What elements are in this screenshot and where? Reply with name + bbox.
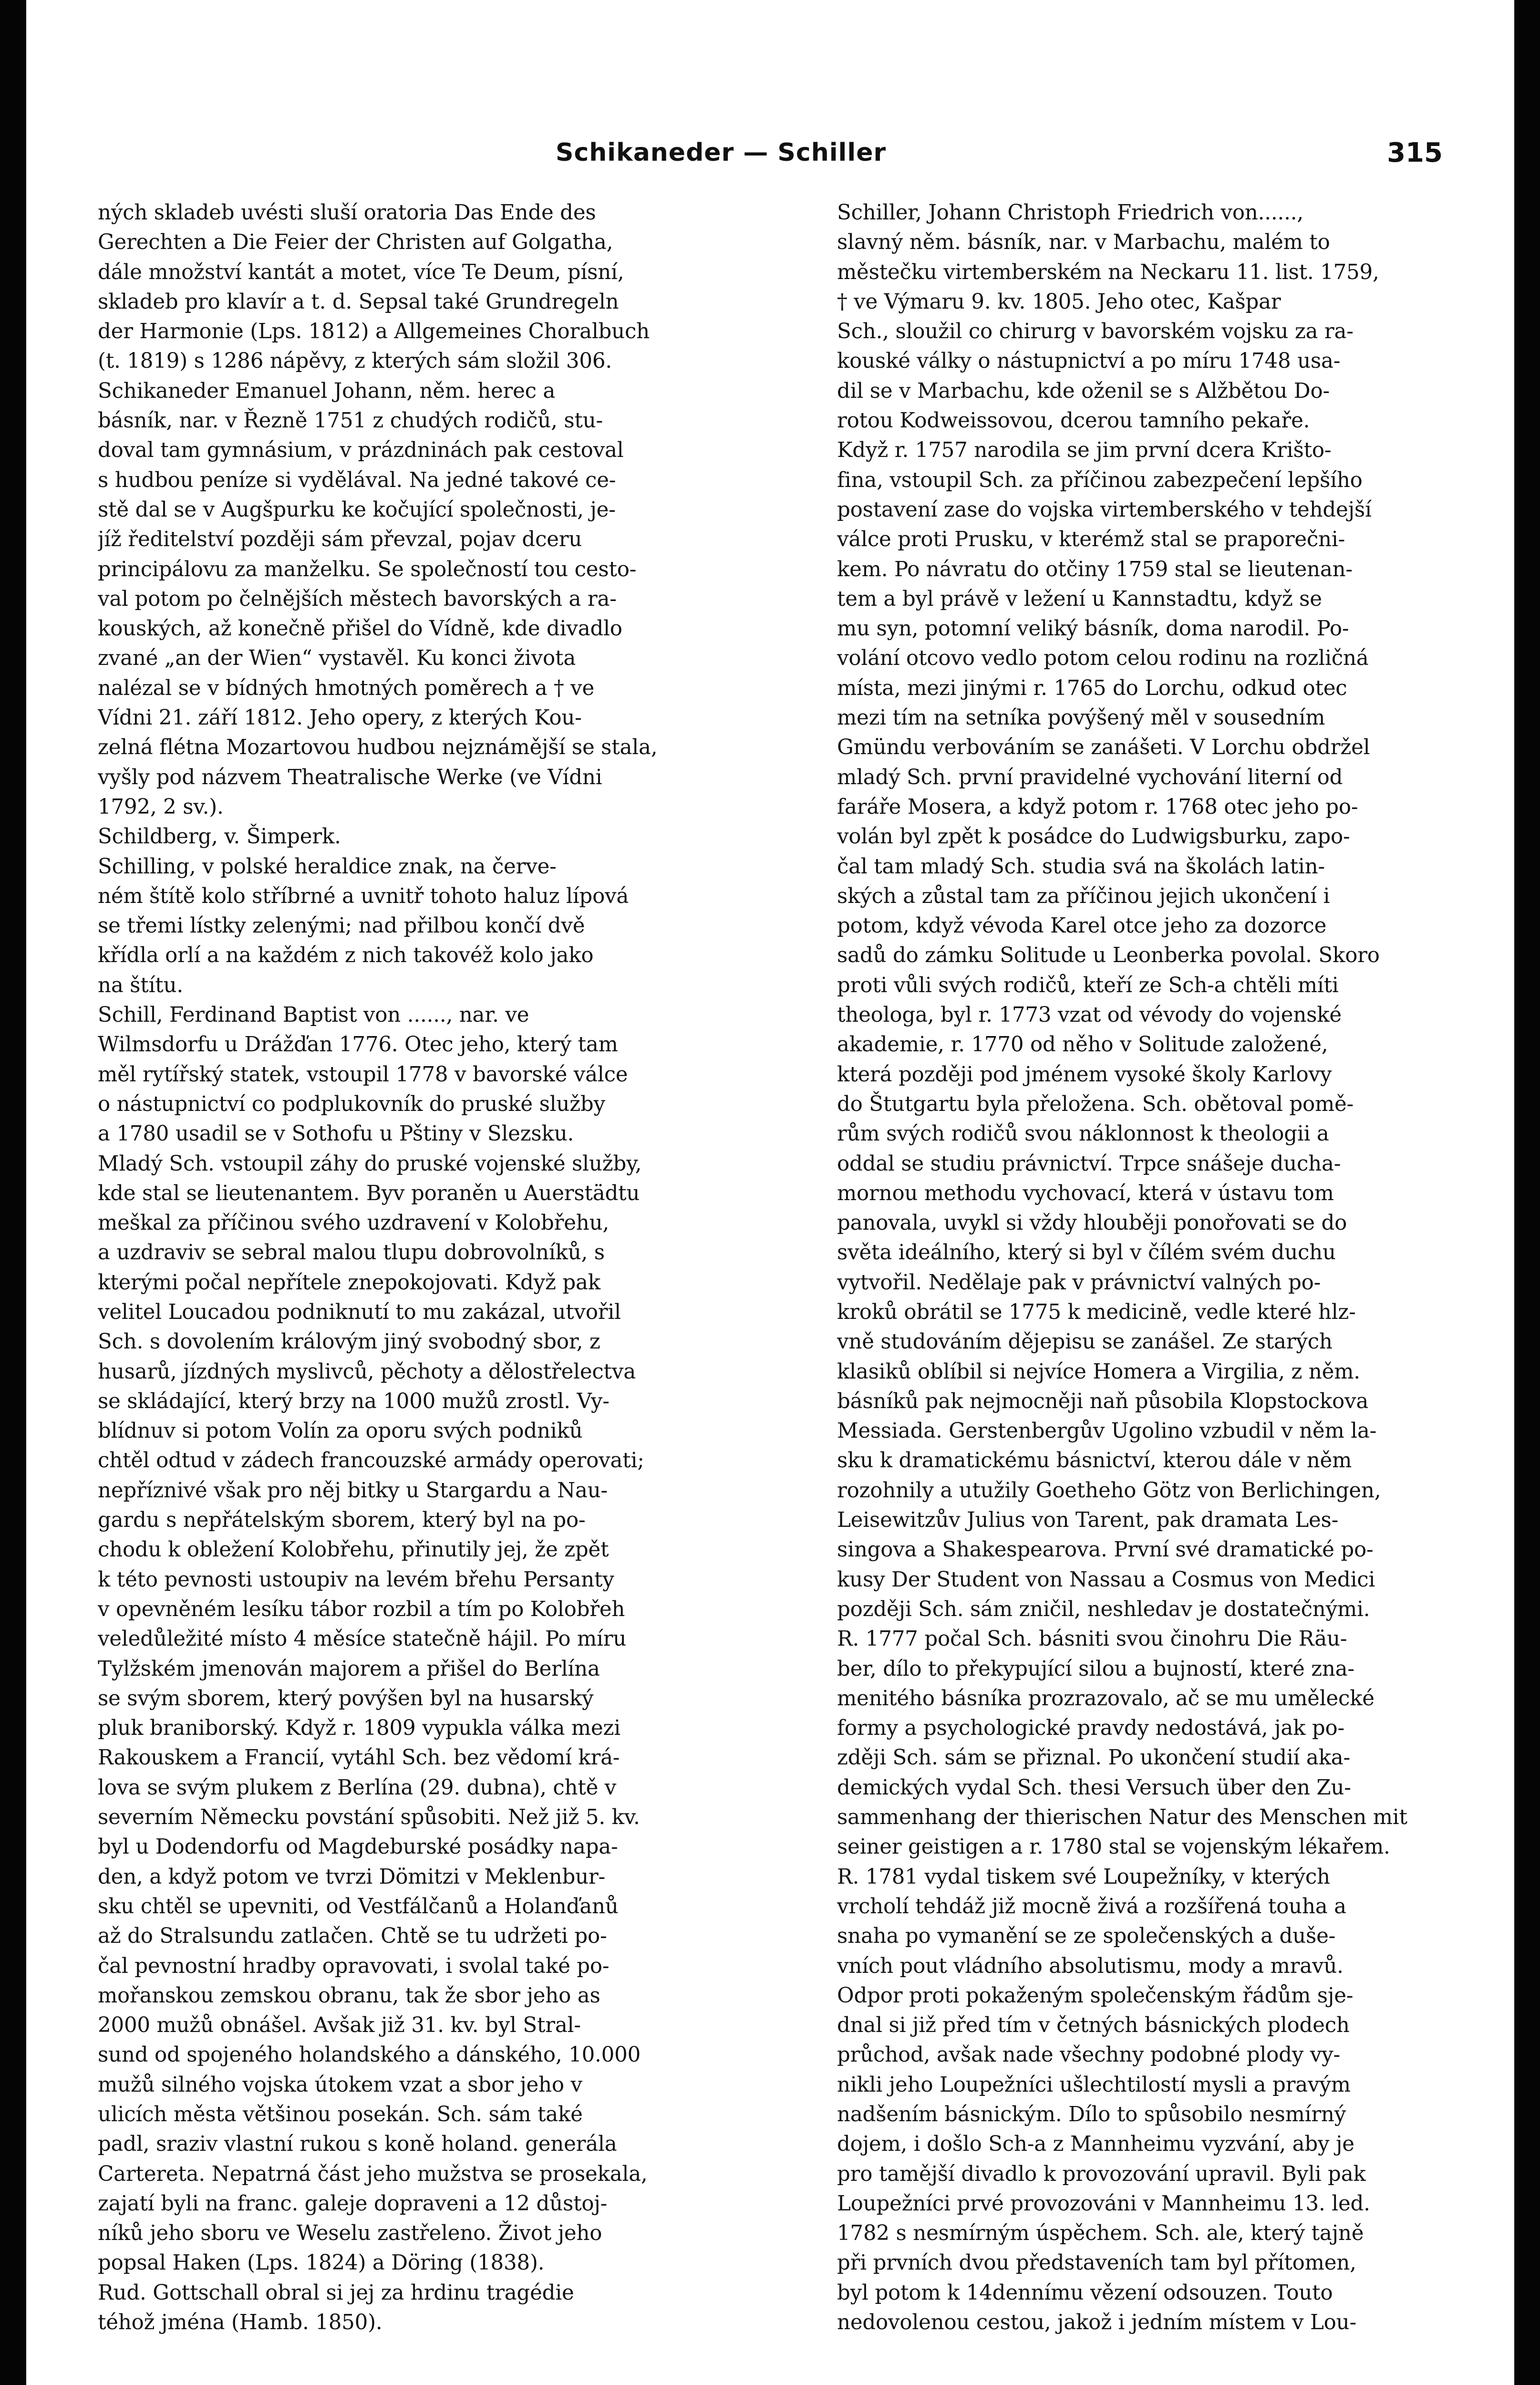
text-line: čal pevnostní hradby opravovati, i svolal také po- bbox=[98, 1954, 610, 1978]
text-line: při prvních dvou představeních tam byl přítomen, bbox=[837, 2251, 1356, 2275]
text-line: mu syn, potomní veliký básník, doma narodil. Po- bbox=[837, 617, 1349, 641]
text-line: nikli jeho Loupežníci ušlechtilostí mysli a pravým bbox=[837, 2073, 1351, 2097]
text-line: zelná flétna Mozartovou hudbou nejznámější se stala, bbox=[98, 736, 658, 760]
text-line: veledůležité místo 4 měsíce statečně hájil. Po míru bbox=[98, 1627, 627, 1651]
text-line: byl potom k 14dennímu vězení odsouzen. Touto bbox=[837, 2281, 1333, 2305]
text-line: volán byl zpět k posádce do Ludwigsburku, zapo- bbox=[837, 825, 1350, 849]
text-line: vně studováním dějepisu se zanášel. Ze starých bbox=[837, 1330, 1333, 1354]
text-line: ských a zůstal tam za příčinou jejich ukončení i bbox=[837, 884, 1330, 908]
text-line: dil se v Marbachu, kde oženil se s Alžbětou Do- bbox=[837, 379, 1330, 403]
text-line: s hudbou peníze si vydělával. Na jedné takové ce- bbox=[98, 468, 616, 492]
text-line: mořanskou zemskou obranu, tak že sbor jeho as bbox=[98, 1983, 600, 2008]
text-line: ber, dílo to překypující silou a bujností, které zna- bbox=[837, 1657, 1354, 1681]
text-line: Gerechten a Die Feier der Christen auf Golgatha, bbox=[98, 230, 613, 255]
text-line: která později pod jménem vysoké školy Karlovy bbox=[837, 1062, 1332, 1087]
text-line: kouské války o nástupnictví a po míru 1748 usa- bbox=[837, 349, 1341, 373]
text-line: zději Sch. sám se přiznal. Po ukončení studií aka- bbox=[837, 1746, 1350, 1770]
text-line: Vídni 21. září 1812. Jeho opery, z kterých Kou- bbox=[98, 706, 582, 730]
text-line: volání otcovo vedlo potom celou rodinu na rozličná bbox=[837, 646, 1369, 671]
text-line: chodu k obležení Kolobřehu, přinutily jej, že zpět bbox=[98, 1538, 609, 1562]
text-line: místa, mezi jinými r. 1765 do Lorchu, odkud otec bbox=[837, 676, 1347, 700]
text-line: proti vůli svých rodičů, kteří ze Sch-a chtěli míti bbox=[837, 973, 1339, 997]
text-line: Messiada. Gerstenbergův Ugolino vzbudil v něm la- bbox=[837, 1419, 1377, 1443]
text-line: na štítu. bbox=[98, 973, 184, 997]
text-line: doval tam gymnásium, v prázdninách pak cestoval bbox=[98, 438, 624, 463]
text-line: Wilmsdorfu u Drážďan 1776. Otec jeho, který tam bbox=[98, 1033, 618, 1057]
text-line: klasiků oblíbil si nejvíce Homera a Virgilia, z něm. bbox=[837, 1359, 1360, 1384]
text-line: Leisewitzův Julius von Tarent, pak dramata Les- bbox=[837, 1508, 1339, 1533]
text-line: Gmündu verbováním se zanášeti. V Lorchu obdržel bbox=[837, 736, 1370, 760]
text-line: o nástupnictví co podplukovník do pruské služby bbox=[98, 1092, 605, 1116]
text-line: kouských, až konečně přišel do Vídně, kde divadlo bbox=[98, 617, 622, 641]
text-line: lova se svým plukem z Berlína (29. dubna), chtě v bbox=[98, 1775, 617, 1800]
text-line: chtěl odtud v zádech francouzské armády operovati; bbox=[98, 1449, 644, 1473]
text-line: val potom po čelnějších městech bavorských a ra- bbox=[98, 587, 617, 611]
text-line: vních pout vládního absolutismu, mody a mravů. bbox=[837, 1954, 1344, 1978]
text-line: zvané „an der Wien“ vystavěl. Ku konci života bbox=[98, 646, 576, 671]
text-line: theologa, byl r. 1773 vzat od vévody do vojenské bbox=[837, 1003, 1342, 1027]
text-line: Schilling, v polské heraldice znak, na červe- bbox=[98, 854, 557, 879]
text-line: v opevněném lesíku tábor rozbil a tím po Kolobřeh bbox=[98, 1597, 625, 1621]
text-line: padl, sraziv vlastní rukou s koně holand. generála bbox=[98, 2132, 617, 2157]
text-line: (t. 1819) s 1286 nápěvy, z kterých sám složil 306. bbox=[98, 349, 612, 373]
text-line: téhož jména (Hamb. 1850). bbox=[98, 2311, 382, 2335]
text-line: později Sch. sám zničil, neshledav je dostatečnými. bbox=[837, 1597, 1370, 1621]
text-line: der Harmonie (Lps. 1812) a Allgemeines Choralbuch bbox=[98, 320, 650, 344]
text-line: se svým sborem, který povýšen byl na husarský bbox=[98, 1686, 594, 1711]
text-line: sku k dramatickému básnictví, kterou dále v něm bbox=[837, 1449, 1352, 1473]
text-line: pluk braniborský. Když r. 1809 vypukla válka mezi bbox=[98, 1716, 620, 1741]
text-line: a uzdraviv se sebral malou tlupu dobrovolníků, s bbox=[98, 1241, 605, 1265]
text-line: kde stal se lieutenantem. Byv poraněn u Auerstädtu bbox=[98, 1181, 640, 1205]
text-line: městečku virtemberském na Neckaru 11. list. 1759, bbox=[837, 260, 1379, 284]
text-line: kroků obrátil se 1775 k medicině, vedle které hlz- bbox=[837, 1300, 1356, 1324]
text-line: ulicích města většinou posekán. Sch. sám také bbox=[98, 2103, 583, 2126]
text-line: seiner geistigen a r. 1780 stal se vojenským lékařem. bbox=[837, 1835, 1390, 1859]
text-line: potom, když vévoda Karel otce jeho za dozorce bbox=[837, 914, 1327, 938]
text-line: sammenhang der thierischen Natur des Menschen mit bbox=[837, 1805, 1407, 1830]
text-line: dojem, i došlo Sch-a z Mannheimu vyzvání, aby je bbox=[837, 2132, 1354, 2157]
text-line: kem. Po návratu do otčiny 1759 stal se lieutenan- bbox=[837, 557, 1353, 581]
text-line: Rud. Gottschall obral si jej za hrdinu tragédie bbox=[98, 2281, 574, 2305]
text-line: slavný něm. básník, nar. v Marbachu, malém to bbox=[837, 230, 1330, 255]
text-line: válce proti Prusku, v kterémž stal se praporečni- bbox=[837, 528, 1345, 552]
text-line: Mladý Sch. vstoupil záhy do pruské vojenské služby, bbox=[98, 1151, 642, 1176]
text-line: Schikaneder Emanuel Johann, něm. herec a bbox=[98, 379, 556, 403]
text-line: nepříznivé však pro něj bitky u Stargardu a Nau- bbox=[98, 1478, 608, 1503]
text-line: světa ideálního, který si byl v čílém svém duchu bbox=[837, 1241, 1336, 1265]
text-line: vrcholí tehdáž již mocně živá a rozšířená touha a bbox=[837, 1894, 1346, 1918]
text-line: sadů do zámku Solitude u Leonberka povolal. Skoro bbox=[837, 944, 1380, 968]
text-line: kusy Der Student von Nassau a Cosmus von Medici bbox=[837, 1567, 1375, 1592]
text-line: rozohnily a utužily Goetheho Götz von Berlichingen, bbox=[837, 1478, 1381, 1503]
text-line: mornou methodu vychovací, která v ústavu tom bbox=[837, 1181, 1334, 1205]
text-line: den, a když potom ve tvrzi Dömitzi v Meklenbur- bbox=[98, 1865, 606, 1889]
text-line: měl rytířský statek, vstoupil 1778 v bavorské válce bbox=[98, 1062, 628, 1087]
page-number: 315 bbox=[1387, 137, 1443, 168]
left-column bbox=[98, 198, 785, 2337]
text-line: akademie, r. 1770 od něho v Solitude založené, bbox=[837, 1033, 1328, 1057]
text-line: rotou Kodweissovou, dcerou tamního pekaře. bbox=[837, 409, 1310, 433]
text-line: byl u Dodendorfu od Magdeburské posádky napa- bbox=[98, 1835, 618, 1859]
text-line: 1792, 2 sv.). bbox=[98, 795, 224, 819]
text-line: dále množství kantát a motet, více Te Deum, písní, bbox=[98, 260, 624, 284]
text-line: husarů, jízdných myslivců, pěchoty a dělostřelectva bbox=[98, 1359, 636, 1384]
text-line: mužů silného vojska útokem vzat a sbor jeho v bbox=[98, 2073, 582, 2097]
text-line: gardu s nepřátelským sborem, který byl na po- bbox=[98, 1508, 586, 1533]
text-line: básník, nar. v Řezně 1751 z chudých rodičů, stu- bbox=[98, 409, 603, 433]
text-line: Loupežníci prvé provozováni v Mannheimu 13. led. bbox=[837, 2191, 1370, 2216]
text-line: vytvořil. Nedělaje pak v právnictví valných po- bbox=[837, 1270, 1321, 1295]
text-line: ných skladeb uvésti sluší oratoria Das Ende des bbox=[98, 201, 596, 225]
text-line: níků jeho sboru ve Weselu zastřeleno. Život jeho bbox=[98, 2221, 602, 2246]
text-line: průchod, avšak nade všechny podobné plody vy- bbox=[837, 2043, 1341, 2067]
text-line: dnal si již před tím v četných básnických plodech bbox=[837, 2013, 1350, 2038]
text-line: snaha po vymanění se ze společenských a duše- bbox=[837, 1924, 1336, 1949]
text-line: Sch. s dovolením královým jiný svobodný sbor, z bbox=[98, 1330, 600, 1354]
text-line: postavení zase do vojska virtemberského v tehdejší bbox=[837, 498, 1372, 522]
scan-border-right bbox=[1514, 0, 1540, 2385]
text-line: čal tam mladý Sch. studia svá na školách latin- bbox=[837, 854, 1325, 879]
text-line: Odpor proti pokaženým společenským řádům sje- bbox=[837, 1983, 1354, 2008]
text-line: † ve Výmaru 9. kv. 1805. Jeho otec, Kašpar bbox=[837, 290, 1281, 314]
book-page bbox=[26, 0, 1514, 2385]
scan-border-left bbox=[0, 0, 26, 2385]
text-line: Tylžském jmenován majorem a přišel do Berlína bbox=[98, 1657, 600, 1681]
text-line: popsal Haken (Lps. 1824) a Döring (1838). bbox=[98, 2251, 545, 2275]
text-line: Když r. 1757 narodila se jim první dcera Krišto- bbox=[837, 438, 1332, 463]
text-line: Schill, Ferdinand Baptist von ......, nar. ve bbox=[98, 1003, 529, 1027]
text-line: zajatí byli na franc. galeje dopraveni a 12 důstoj- bbox=[98, 2191, 608, 2216]
text-line: faráře Mosera, a když potom r. 1768 otec jeho po- bbox=[837, 795, 1358, 819]
text-line: severním Německu povstání spůsobiti. Než již 5. kv. bbox=[98, 1805, 640, 1830]
text-line: až do Stralsundu zatlačen. Chtě se tu udržeti po- bbox=[98, 1924, 607, 1949]
text-line: rům svých rodičů svou náklonnost k theologii a bbox=[837, 1122, 1329, 1146]
text-line: menitého básníka prozrazovalo, ač se mu umělecké bbox=[837, 1686, 1375, 1711]
text-line: singova a Shakespearova. První své dramatické po- bbox=[837, 1538, 1374, 1562]
text-line: nalézal se v bídných hmotných poměrech a † ve bbox=[98, 676, 595, 700]
text-line: mladý Sch. první pravidelné vychování literní od bbox=[837, 765, 1343, 789]
text-line: básníků pak nejmocněji naň působila Klopstockova bbox=[837, 1389, 1369, 1413]
text-line: a 1780 usadil se v Sothofu u Pštiny v Slezsku. bbox=[98, 1122, 574, 1146]
text-line: Schiller, Johann Christoph Friedrich von......, bbox=[837, 201, 1304, 225]
text-line: vyšly pod názvem Theatralische Werke (ve Vídni bbox=[98, 765, 602, 789]
text-line: se třemi lístky zelenými; nad přilbou končí dvě bbox=[98, 914, 585, 938]
text-line: křídla orlí a na každém z nich takovéž kolo jako bbox=[98, 944, 594, 968]
text-line: sund od spojeného holandského a dánského, 10.000 bbox=[98, 2043, 641, 2067]
text-line: se skládající, který brzy na 1000 mužů zrostl. Vy- bbox=[98, 1389, 610, 1413]
text-line: k této pevnosti ustoupiv na levém břehu Persanty bbox=[98, 1567, 614, 1592]
text-line: fina, vstoupil Sch. za příčinou zabezpečení lepšího bbox=[837, 468, 1363, 492]
text-line: formy a psychologické pravdy nedostává, jak po- bbox=[837, 1716, 1344, 1741]
text-line: 2000 mužů obnášel. Avšak již 31. kv. byl Stral- bbox=[98, 2013, 581, 2038]
text-line: panovala, uvykl si vždy hlouběji ponořovati se do bbox=[837, 1211, 1347, 1235]
text-line: nadšením básnickým. Dílo to spůsobilo nesmírný bbox=[837, 2103, 1346, 2126]
right-column bbox=[837, 198, 1519, 2337]
text-line: meškal za příčinou svého uzdravení v Kolobřehu, bbox=[98, 1211, 610, 1235]
text-line: stě dal se v Augšpurku ke kočující společnosti, je- bbox=[98, 498, 616, 522]
text-line: kterými počal nepřítele znepokojovati. Když pak bbox=[98, 1270, 600, 1295]
text-line: R. 1781 vydal tiskem své Loupežníky, v kterých bbox=[837, 1865, 1330, 1889]
text-line: do Štutgartu byla přeložena. Sch. obětoval pomě- bbox=[837, 1092, 1354, 1116]
text-line: nedovolenou cestou, jakož i jedním místem v Lou- bbox=[837, 2311, 1356, 2335]
text-line: tem a byl právě v ležení u Kannstadtu, když se bbox=[837, 587, 1322, 611]
text-line: principálovu za manželku. Se společností tou cesto- bbox=[98, 557, 637, 581]
text-line: pro tamější divadlo k provozování upravil. Byli pak bbox=[837, 2162, 1366, 2186]
text-line: ném štítě kolo stříbrné a uvnitř tohoto haluz lípová bbox=[98, 884, 629, 908]
text-line: mezi tím na setníka povýšený měl v sousedním bbox=[837, 706, 1325, 730]
text-line: demických vydal Sch. thesi Versuch über den Zu- bbox=[837, 1775, 1351, 1800]
text-line: oddal se studiu právnictví. Trpce snášeje ducha- bbox=[837, 1151, 1341, 1176]
text-line: 1782 s nesmírným úspěchem. Sch. ale, který tajně bbox=[837, 2221, 1364, 2246]
text-line: R. 1777 počal Sch. básniti svou činohru Die Räu- bbox=[837, 1627, 1347, 1651]
text-line: skladeb pro klavír a t. d. Sepsal také Grundregeln bbox=[98, 290, 619, 314]
text-line: Rakouskem a Francií, vytáhl Sch. bez vědomí krá- bbox=[98, 1746, 620, 1770]
text-line: Schildberg, v. Šimperk. bbox=[98, 825, 341, 849]
text-line: Sch., sloužil co chirurg v bavorském vojsku za ra- bbox=[837, 320, 1354, 344]
running-head: Schikaneder — Schiller bbox=[556, 138, 887, 167]
text-line: Cartereta. Nepatrná část jeho mužstva se prosekala, bbox=[98, 2162, 648, 2186]
text-line: jíž ředitelství později sám převzal, pojav dceru bbox=[98, 528, 582, 552]
text-line: sku chtěl se upevniti, od Vestfálčanů a Holanďanů bbox=[98, 1894, 619, 1918]
text-line: velitel Loucadou podniknutí to mu zakázal, utvořil bbox=[98, 1300, 621, 1324]
text-line: blídnuv si potom Volín za oporu svých podniků bbox=[98, 1419, 583, 1443]
